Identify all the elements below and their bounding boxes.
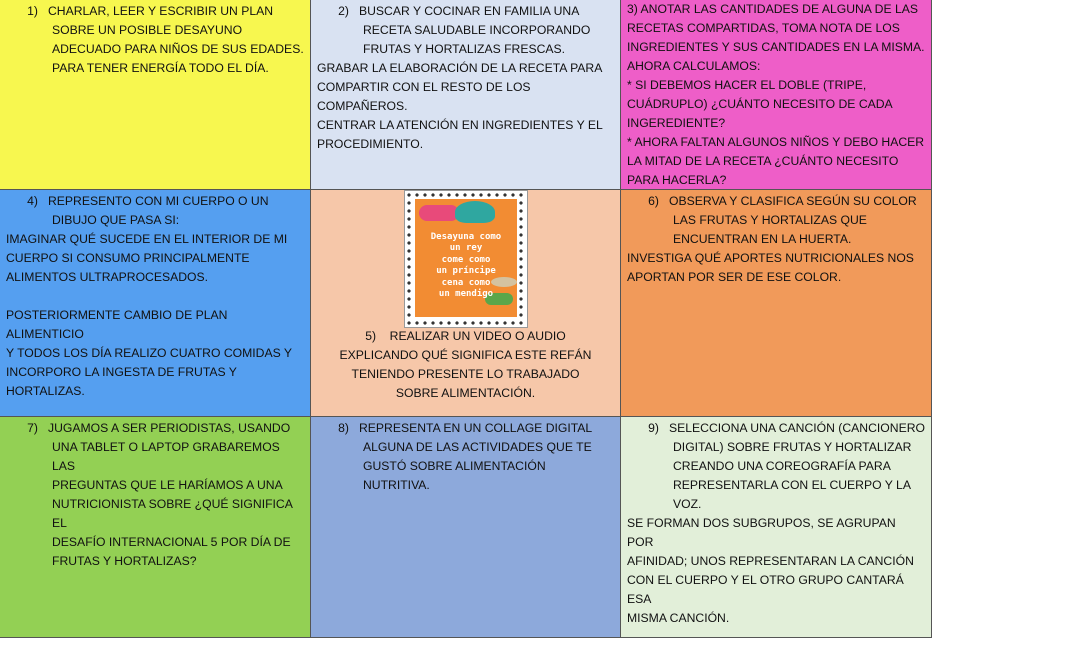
activity-cell-8 (311, 417, 621, 638)
activity-number: 6) (648, 194, 659, 208)
activity-text: LAS FRUTAS Y HORTALIZAS QUE (673, 213, 867, 227)
activity-text: PARA HACERLA? (627, 173, 727, 187)
activity-number: 8) (338, 421, 349, 435)
activity-text: REPRESENTO CON MI CUERPO O UN (48, 194, 269, 208)
activity-text: PARA TENER ENERGÍA TODO EL DÍA. (52, 61, 269, 75)
activity-cell-1 (0, 0, 311, 190)
activity-number: 2) (338, 4, 349, 18)
activity-number: 5) (365, 329, 377, 343)
activity-text: POSTERIORMENTE CAMBIO DE PLAN ALIMENTICIO (6, 308, 228, 341)
activity-cell-6 (621, 190, 932, 417)
activity-text: AFINIDAD; UNOS REPRESENTARAN LA CANCIÓN (627, 554, 914, 568)
activity-text: OBSERVA Y CLASIFICA SEGÚN SU COLOR (669, 194, 917, 208)
activity-text: * SI DEBEMOS HACER EL DOBLE (TRIPE, (627, 78, 867, 92)
activity-number: 7) (27, 421, 38, 435)
activity-text: PROCEDIMIENTO. (317, 137, 424, 151)
activity-text: TENIENDO PRESENTE LO TRABAJADO (351, 367, 580, 381)
activity-text: REALIZAR UN VIDEO O AUDIO (389, 329, 566, 343)
activity-text: REPRESENTARLA CON EL CUERPO Y LA (673, 478, 911, 492)
activity-text: IMAGINAR QUÉ SUCEDE EN EL INTERIOR DE MI (6, 232, 288, 246)
poster-text: un mendigo (438, 289, 494, 299)
activity-text: Y TODOS LOS DÍA REALIZO CUATRO COMIDAS Y (6, 346, 293, 360)
activity-text: FRUTAS Y HORTALIZAS FRESCAS. (363, 42, 566, 56)
activity-cell-7 (0, 417, 311, 638)
activity-text: DESAFÍO INTERNACIONAL 5 POR DÍA DE (52, 535, 291, 549)
activity-text: HORTALIZAS. (6, 384, 85, 398)
activity-text: ADECUADO PARA NIÑOS DE SUS EDADES. (52, 42, 304, 56)
activity-number: 1) (27, 4, 38, 18)
activity-text: ALIMENTOS ULTRAPROCESADOS. (6, 270, 209, 284)
activity-text: CUÁDRUPLO) ¿CUÁNTO NECESITO DE CADA (627, 97, 893, 111)
activity-cell-9 (621, 417, 932, 638)
activity-text: DIGITAL) SOBRE FRUTAS Y HORTALIZAR (673, 440, 912, 454)
activity-text: SOBRE UN POSIBLE DESAYUNO (52, 23, 243, 37)
activity-text: AHORA CALCULAMOS: (627, 59, 761, 73)
activity-text: PREGUNTAS QUE LE HARÍAMOS A UNA (52, 478, 283, 492)
activity-text: CENTRAR LA ATENCIÓN EN INGREDIENTES Y EL (317, 118, 603, 132)
activity-text: * AHORA FALTAN ALGUNOS NIÑOS Y DEBO HACER (627, 135, 925, 149)
activity-cell-4 (0, 190, 311, 417)
fruit-illustration (455, 201, 495, 223)
activity-text: INCORPORO LA INGESTA DE FRUTAS Y (6, 365, 237, 379)
activity-text: SELECCIONA UNA CANCIÓN (CANCIONERO (669, 421, 925, 435)
fruit-illustration (419, 205, 459, 221)
activity-cell-3 (621, 0, 932, 190)
poster-text: cena como (441, 278, 491, 288)
activity-text: APORTAN POR SER DE ESE COLOR. (627, 270, 842, 284)
activity-text: SOBRE ALIMENTACIÓN. (395, 386, 536, 400)
activity-text: INGEREDIENTE? (627, 116, 726, 130)
activity-text: ENCUENTRAN EN LA HUERTA. (673, 232, 852, 246)
activity-number: 4) (27, 194, 38, 208)
activity-text: GUSTÓ SOBRE ALIMENTACIÓN NUTRITIVA. (363, 459, 546, 492)
poster-text: Desayuna como (430, 232, 502, 242)
activity-text: REPRESENTA EN UN COLLAGE DIGITAL (359, 421, 593, 435)
activity-text: JUGAMOS A SER PERIODISTAS, USANDO (48, 421, 291, 435)
activity-text: SE FORMAN DOS SUBGRUPOS, SE AGRUPAN POR (627, 516, 896, 549)
activity-text: RECETAS COMPARTIDAS, TOMA NOTA DE LOS (627, 21, 900, 35)
activity-cell-2 (311, 0, 621, 190)
poster-text: come como (441, 255, 491, 265)
activity-text: DIBUJO QUE PASA SI: (52, 213, 180, 227)
activity-text: 3) ANOTAR LAS CANTIDADES DE ALGUNA DE LAS (627, 2, 919, 16)
activity-text: ALGUNA DE LAS ACTIVIDADES QUE TE (363, 440, 592, 454)
activity-text: FRUTAS Y HORTALIZAS? (52, 554, 197, 568)
activity-text: NUTRICIONISTA SOBRE ¿QUÉ SIGNIFICA EL (52, 497, 293, 530)
activity-text: INVESTIGA QUÉ APORTES NUTRICIONALES NOS (627, 251, 914, 265)
poster-text: un príncipe (436, 266, 496, 276)
activity-text: CREANDO UNA COREOGRAFÍA PARA (673, 459, 891, 473)
activity-text: MISMA CANCIÓN. (627, 611, 730, 625)
activity-text: COMPARTIR CON EL RESTO DE LOS COMPAÑEROS. (317, 80, 531, 113)
activity-text: EXPLICANDO QUÉ SIGNIFICA ESTE REFÁN (339, 348, 592, 362)
activity-text: UNA TABLET O LAPTOP GRABAREMOS LAS (52, 440, 280, 473)
activity-text: BUSCAR Y COCINAR EN FAMILIA UNA (359, 4, 580, 18)
poster-background (415, 199, 517, 317)
activity-text: CUERPO SI CONSUMO PRINCIPALMENTE (6, 251, 250, 265)
activity-text: INGREDIENTES Y SUS CANTIDADES EN LA MISMA. (627, 40, 925, 54)
activity-text: CHARLAR, LEER Y ESCRIBIR UN PLAN (48, 4, 274, 18)
activity-number: 9) (648, 421, 659, 435)
activity-text: GRABAR LA ELABORACIÓN DE LA RECETA PARA (317, 61, 603, 75)
refran-poster-image (404, 190, 528, 328)
activity-text: LA MITAD DE LA RECETA ¿CUÁNTO NECESITO (627, 154, 899, 168)
activity-text: VOZ. (673, 497, 702, 511)
activity-text: RECETA SALUDABLE INCORPORANDO (363, 23, 591, 37)
poster-text: un rey (449, 243, 483, 253)
activity-text: CON EL CUERPO Y EL OTRO GRUPO CANTARÁ ESA (627, 573, 904, 606)
